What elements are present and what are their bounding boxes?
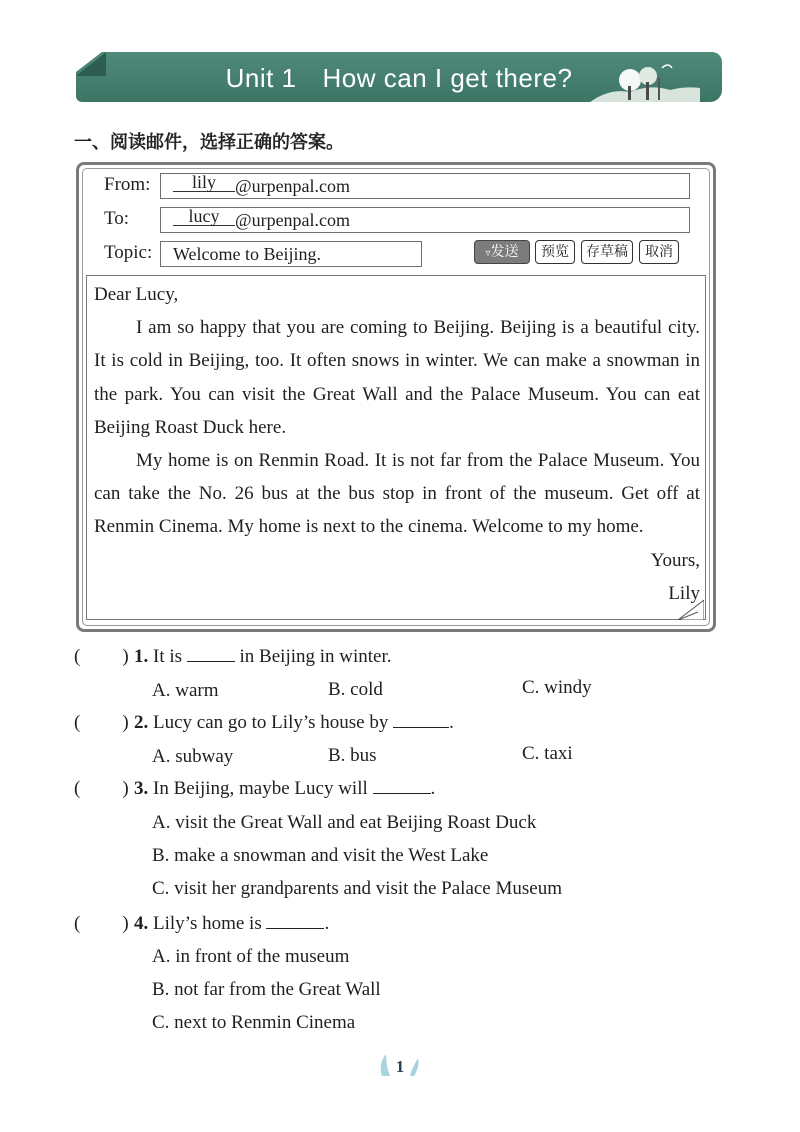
q1-option-a: A. warm [152, 680, 219, 701]
letter-greeting: Dear Lucy, [94, 284, 179, 305]
question-stem-end: in Beijing in winter. [239, 646, 392, 667]
page-number: 1 [395, 1057, 405, 1076]
cancel-button[interactable] [639, 240, 679, 264]
question-stem: It is [153, 646, 183, 667]
letter-closing: Yours, [650, 549, 700, 571]
q2-option-b: B. bus [328, 745, 377, 766]
question-1 [74, 646, 392, 668]
answer-blank [266, 914, 324, 929]
answer-paren-close: ) [122, 778, 129, 799]
q1-option-c: C. windy [522, 677, 592, 698]
answer-paren-open[interactable]: ( [74, 913, 81, 934]
letter-paragraph-1: I am so happy that you are coming to Beijing. Beijing is a beautiful city. It is cold in Beijing, too. It often snows in winter. We can make a snowman in the park. You can visit the Great Wall and the Palace Museum. You can eat Beijing Roast Duck here. [94, 317, 700, 438]
question-number: 3. [134, 778, 149, 799]
question-stem-end: . [430, 778, 436, 799]
preview-button-label: 预览 [541, 244, 569, 260]
preview-button[interactable] [535, 240, 575, 264]
q3-option-b: B. make a snowman and visit the West Lake [152, 845, 489, 866]
q2-option-a: A. subway [152, 746, 234, 767]
answer-blank [187, 647, 235, 662]
answer-paren-close: ) [122, 712, 129, 733]
q4-option-a: A. in front of the museum [152, 946, 350, 967]
question-3 [74, 778, 435, 800]
from-name: lily [173, 173, 235, 192]
send-button-label: 发送 [490, 244, 519, 260]
question-number: 2. [134, 712, 149, 733]
answer-paren-open[interactable]: ( [74, 712, 81, 733]
email-body [94, 278, 700, 610]
question-number: 4. [134, 913, 149, 934]
section-heading: 一、阅读邮件，选择正确的答案。 [74, 132, 344, 153]
to-label: To: [104, 208, 130, 229]
question-stem: Lucy can go to Lily’s house by [153, 712, 389, 733]
to-field[interactable] [160, 207, 690, 233]
answer-paren-open[interactable]: ( [74, 646, 81, 667]
cancel-button-label: 取消 [645, 244, 673, 260]
to-name: lucy [173, 207, 235, 226]
q4-option-b: B. not far from the Great Wall [152, 979, 381, 1000]
page-curl-icon [678, 600, 704, 620]
send-button[interactable] [474, 240, 530, 264]
q3-option-c: C. visit her grandparents and visit the Palace Museum [152, 878, 562, 899]
q1-option-b: B. cold [328, 679, 383, 700]
unit-number: Unit 1 [225, 63, 297, 93]
q4-option-c: C. next to Renmin Cinema [152, 1012, 356, 1033]
save-draft-button[interactable] [581, 240, 633, 264]
topic-label: Topic: [104, 242, 153, 263]
answer-paren-close: ) [122, 646, 129, 667]
topic-value: Welcome to Beijing. [173, 244, 322, 264]
letter-paragraph-2: My home is on Renmin Road. It is not far from the Palace Museum. You can take the No. 26 bus at the bus stop in front of the museum. Get off at Renmin Cinema. My home is next to the cinema. Welcome to my home. [94, 450, 700, 538]
question-stem-end: . [449, 712, 454, 733]
from-field[interactable] [160, 173, 690, 199]
q3-option-a: A. visit the Great Wall and eat Beijing Roast Duck [152, 812, 537, 833]
question-stem: Lily’s home is [153, 913, 262, 934]
question-2 [74, 712, 454, 734]
to-domain: @urpenpal.com [235, 210, 351, 230]
question-4 [74, 913, 329, 935]
from-label: From: [104, 174, 151, 195]
unit-heading: How can I get there? [322, 63, 573, 93]
answer-blank [373, 779, 431, 794]
send-icon: ▿ [485, 248, 491, 259]
topic-field[interactable] [160, 241, 422, 267]
question-stem: In Beijing, maybe Lucy will [153, 778, 368, 799]
question-number: 1. [134, 646, 149, 667]
answer-paren-open[interactable]: ( [74, 778, 81, 799]
save-draft-button-label: 存草稿 [586, 244, 628, 260]
answer-paren-close: ) [122, 913, 129, 934]
trees-icon [590, 58, 700, 102]
letter-signature: Lily [668, 582, 700, 604]
answer-blank [393, 713, 449, 728]
q2-option-c: C. taxi [522, 743, 573, 764]
question-stem-end: . [324, 913, 330, 934]
from-domain: @urpenpal.com [235, 176, 351, 196]
